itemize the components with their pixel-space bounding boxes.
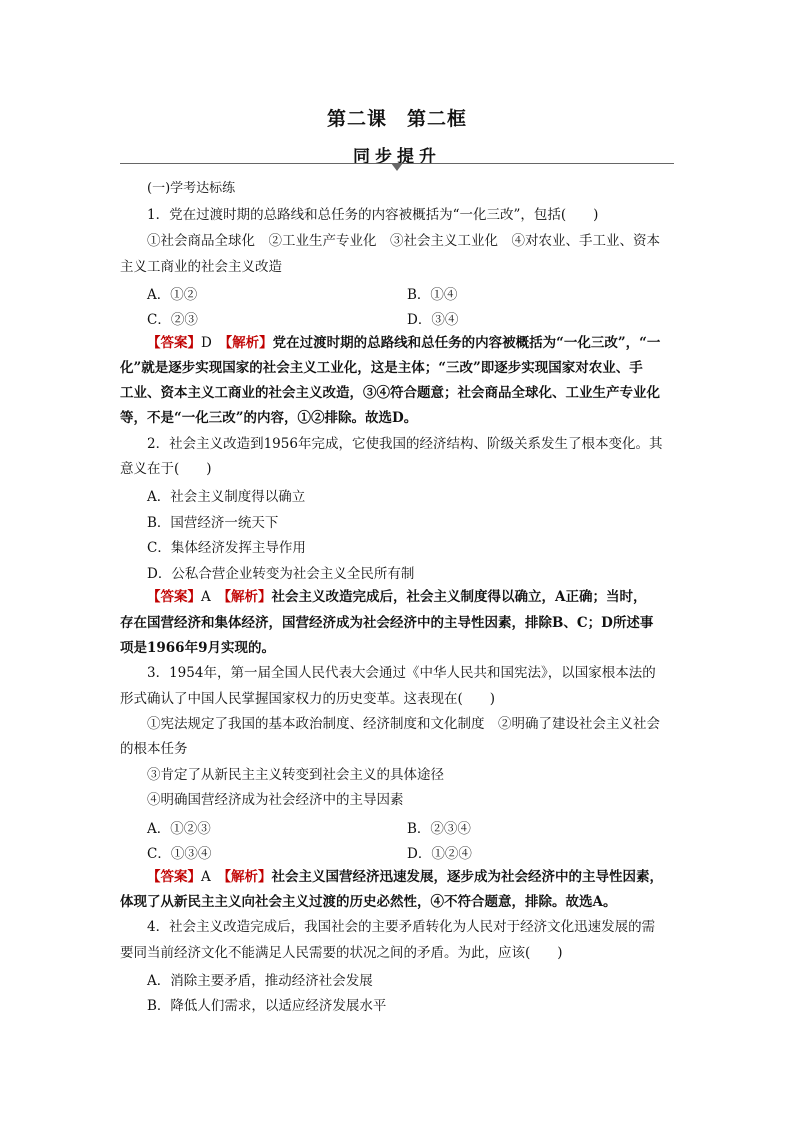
question-3-item-4: ④明确国营经济成为社会经济中的主导因素	[147, 792, 404, 808]
question-1-option-a: A．①②	[147, 287, 198, 303]
answer-letter: A	[201, 589, 211, 605]
question-2-analysis-2: 存在国营经济和集体经济，国营经济成为社会经济中的主导性因素，排除B、C；D所述事	[120, 615, 654, 631]
question-3-items: ①宪法规定了我国的基本政治制度、经济制度和文化制度 ②明确了建设社会主义社会	[147, 716, 660, 732]
answer-letter: A	[201, 869, 211, 885]
question-3-option-a: A．①②③	[147, 821, 211, 837]
section-banner: 同步提升	[353, 147, 441, 167]
question-2-option-b: B．国营经济一统天下	[147, 515, 279, 531]
question-2-stem-cont: 意义在于( )	[120, 461, 212, 477]
question-1-analysis-3: 工业、资本主义工商业的社会主义改造，③④符合题意；社会商品全球化、工业生产专业化	[120, 385, 660, 401]
section-heading: (一)学考达标练	[147, 181, 236, 196]
question-4-option-a: A．消除主要矛盾，推动经济社会发展	[147, 973, 373, 989]
question-1-items: ①社会商品全球化 ②工业生产专业化 ③社会主义工业化 ④对农业、手工业、资本	[147, 233, 660, 249]
answer-letter: D	[201, 335, 212, 351]
analysis-tag: 【解析】	[224, 589, 272, 605]
question-1-option-b: B．①④	[407, 287, 458, 303]
question-2-option-c: C．集体经济发挥主导作用	[147, 540, 306, 556]
question-4-stem-cont: 要同当前经济文化不能满足人民需要的状况之间的矛盾。为此，应该( )	[120, 945, 563, 961]
question-1-answer	[147, 334, 674, 352]
question-3-item-3: ③肯定了从新民主主义转变到社会主义的具体途径	[147, 767, 444, 783]
question-2-option-d: D．公私合营企业转变为社会主义全民所有制	[147, 566, 415, 582]
question-1-analysis-4: 等，不是“一化三改”的内容，①②排除。故选D。	[120, 410, 418, 426]
analysis-text: 党在过渡时期的总路线和总任务的内容被概括为“一化三改”，“一	[272, 335, 661, 351]
question-3-items-cont: 的根本任务	[120, 741, 188, 757]
page-title: 第二课 第二框	[326, 108, 467, 130]
question-3-analysis-2: 体现了从新民主主义向社会主义过渡的历史必然性，④不符合题意，排除。故选A。	[120, 894, 617, 910]
question-3-option-d: D．①②④	[407, 846, 472, 862]
triangle-marker-icon	[391, 163, 403, 171]
question-1-analysis-2: 化”就是逐步实现国家的社会主义工业化，这是主体；“三改”即逐步实现国家对农业、手	[120, 360, 643, 376]
question-2-option-a: A．社会主义制度得以确立	[147, 489, 306, 505]
analysis-text: 社会主义改造完成后，社会主义制度得以确立，A正确；当时，	[271, 589, 647, 605]
answer-tag: 【答案】	[147, 589, 201, 605]
analysis-tag: 【解析】	[225, 335, 273, 351]
answer-tag: 【答案】	[147, 335, 201, 351]
question-3-stem-cont: 形式确认了中国人民掌握国家权力的历史变革。这表现在( )	[120, 691, 496, 707]
question-3-answer	[147, 868, 674, 886]
question-1-option-d: D．③④	[407, 312, 459, 328]
question-4-stem: 4．社会主义改造完成后，我国社会的主要矛盾转化为人民对于经济文化迅速发展的需	[147, 919, 656, 935]
analysis-text: 社会主义国营经济迅速发展，逐步成为社会经济中的主导性因素，	[271, 869, 663, 885]
question-2-stem: 2．社会主义改造到1956年完成，它使我国的经济结构、阶级关系发生了根本变化。其	[147, 436, 663, 452]
question-2-analysis-3: 项是1966年9月实现的。	[120, 640, 275, 656]
question-1-stem: 1．党在过渡时期的总路线和总任务的内容被概括为“一化三改”，包括( )	[147, 207, 599, 223]
question-3-option-c: C．①③④	[147, 846, 212, 862]
question-2-answer	[147, 588, 674, 606]
question-3-option-b: B．②③④	[407, 821, 471, 837]
answer-tag: 【答案】	[147, 869, 201, 885]
question-1-option-c: C．②③	[147, 312, 198, 328]
question-4-option-b: B．降低人们需求，以适应经济发展水平	[147, 998, 387, 1014]
question-3-stem: 3．1954年，第一届全国人民代表大会通过《中华人民共和国宪法》，以国家根本法的	[147, 665, 656, 681]
question-1-items-cont: 主义工商业的社会主义改造	[120, 259, 282, 275]
analysis-tag: 【解析】	[224, 869, 272, 885]
